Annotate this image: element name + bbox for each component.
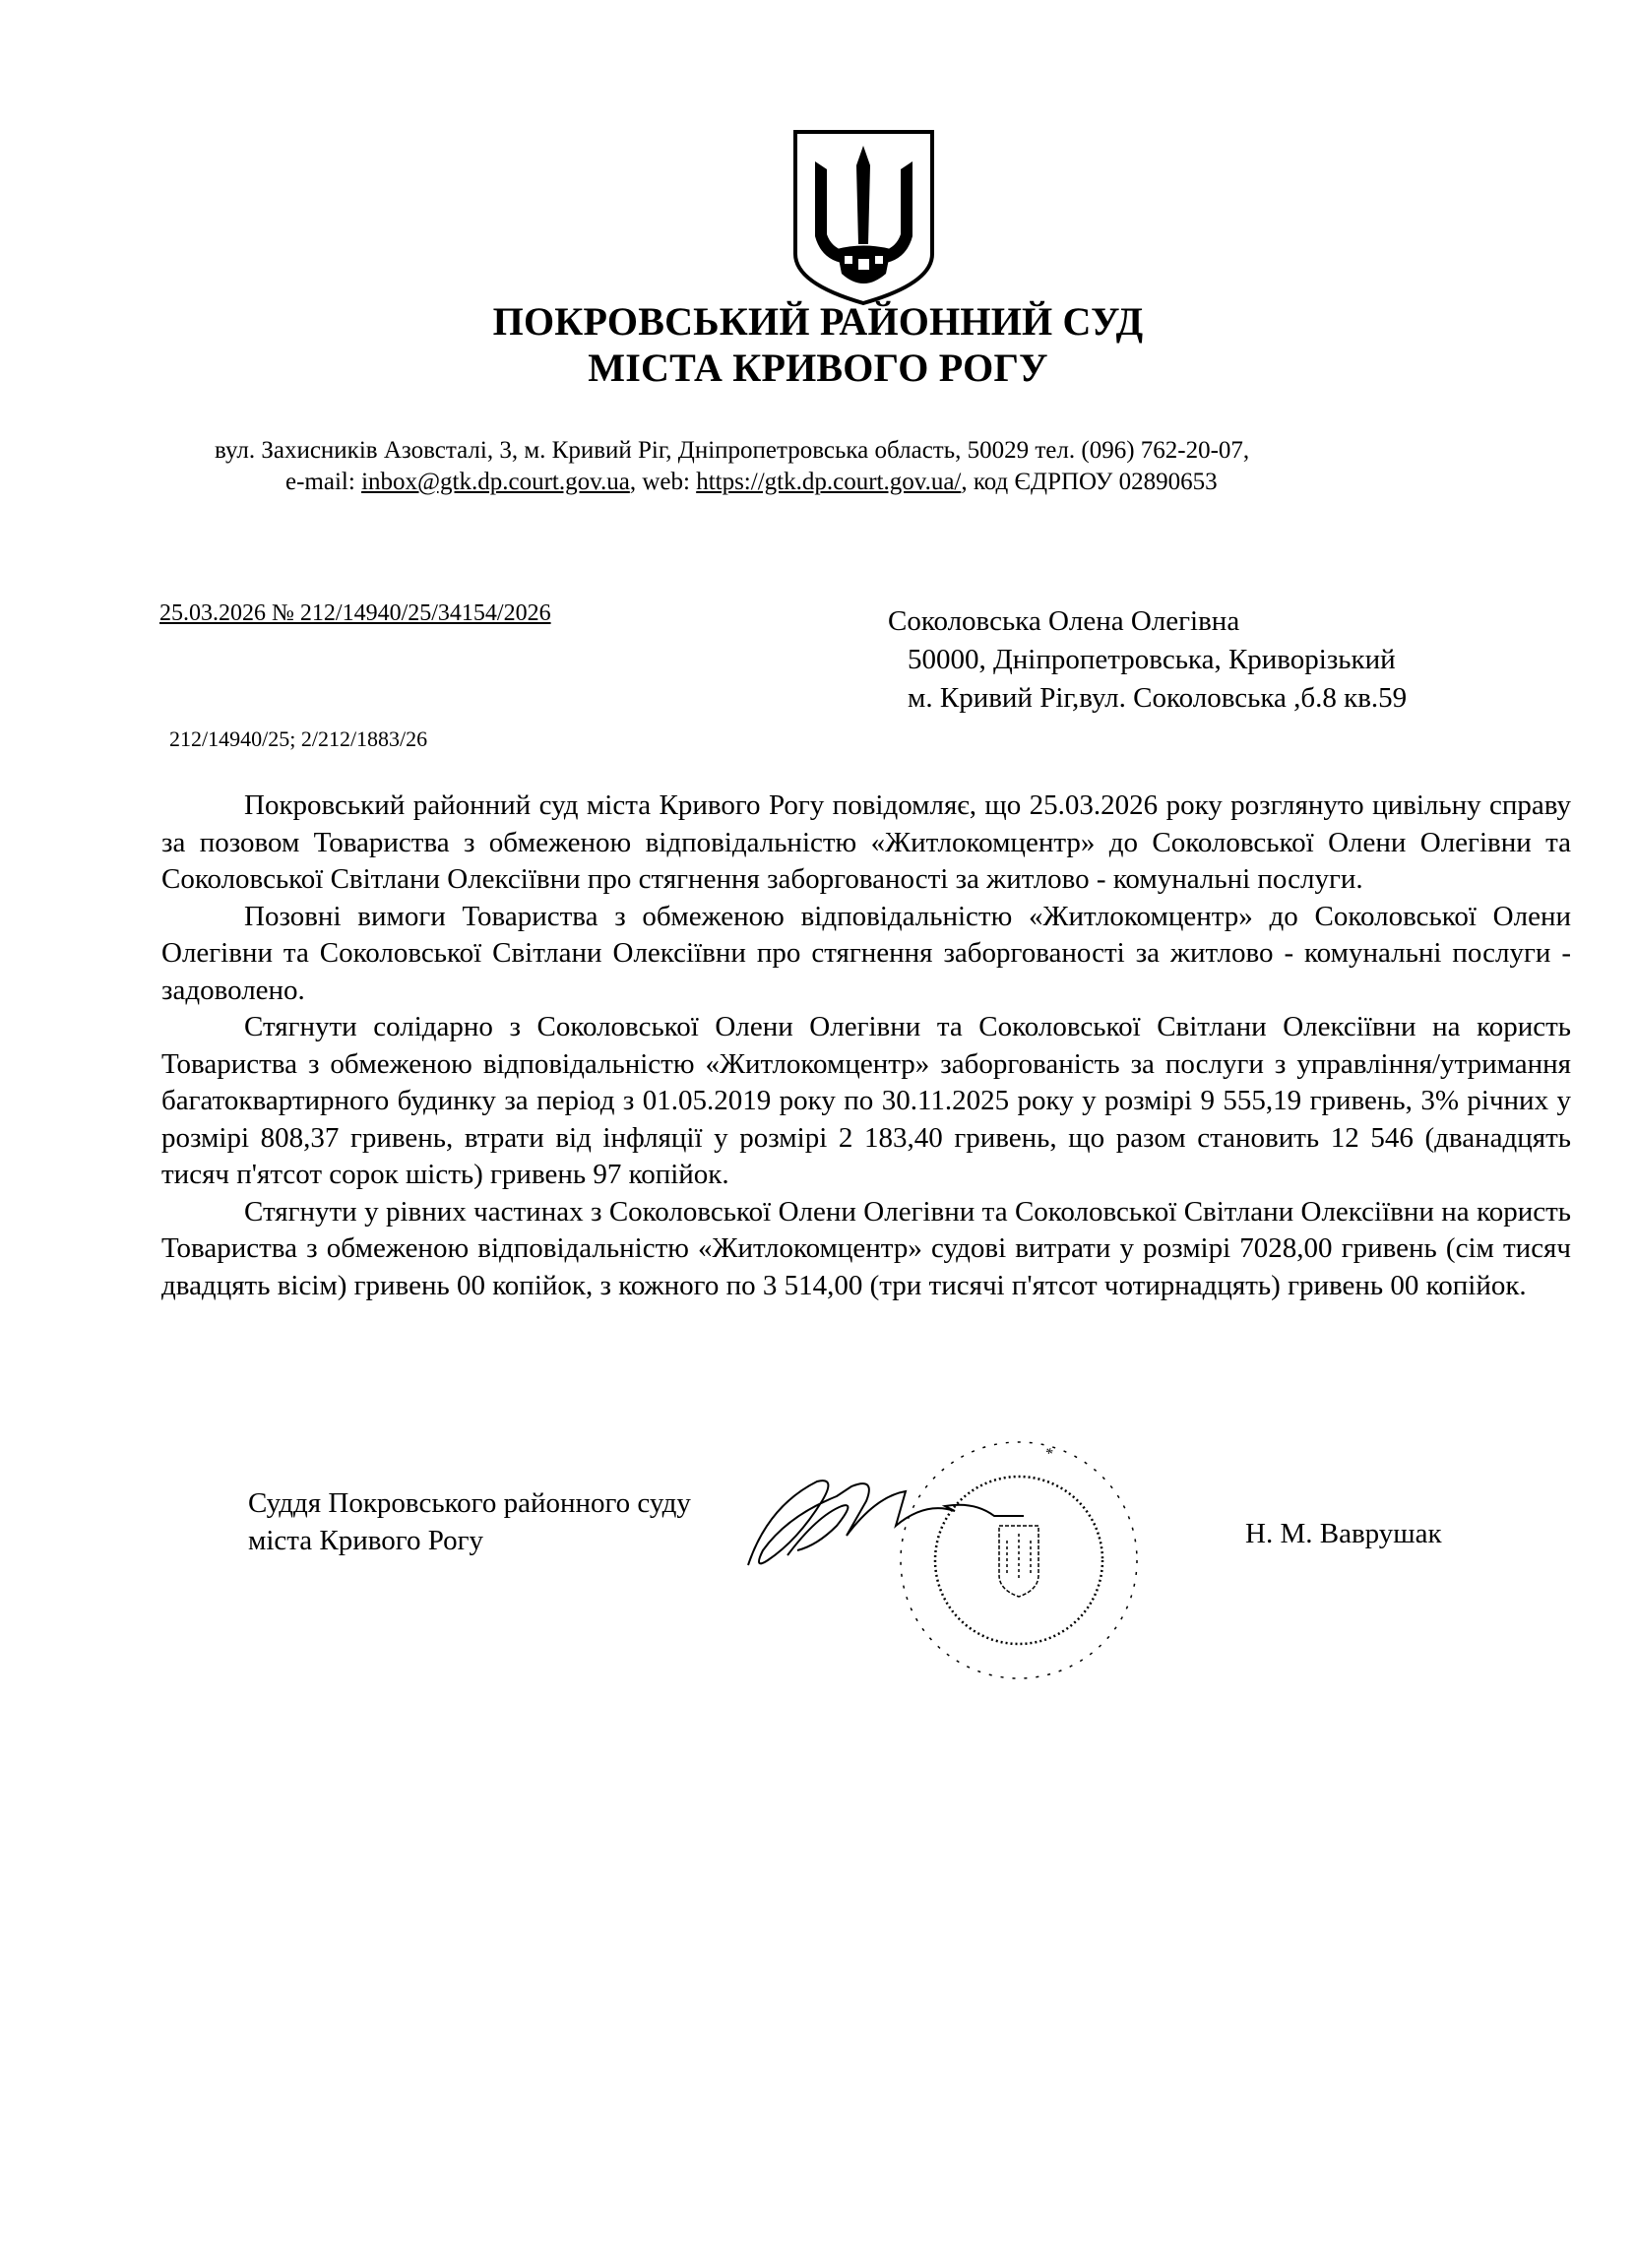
handwritten-signature-icon — [728, 1444, 1122, 1595]
case-numbers: 212/14940/25; 2/212/1883/26 — [169, 726, 428, 751]
court-contacts — [0, 467, 1636, 498]
email-link[interactable]: inbox@gtk.dp.court.gov.ua — [361, 469, 630, 495]
judge-title-line1: Суддя Покровського районного суду — [248, 1487, 691, 1519]
svg-text:*: * — [1041, 1444, 1055, 1464]
recipient-address-line2: м. Кривий Ріг,вул. Соколовська ,б.8 кв.59 — [908, 682, 1408, 714]
judge-title-line2: міста Кривого Рогу — [248, 1525, 484, 1556]
body-paragraph: Стягнути солідарно з Соколовської Олени Олегівни та Соколовської Світлани Олексіївни на користь Товариства з обмеженою відповідальністю «Житлокомцентр» заборгованість за послуги з управління/утримання багатоквартирного будинку за період з 01.05.2019 року по 30.11.2025 року у розмірі 9 555,19 гривень, 3% річних у розмірі 808,37 гривень, втрати від інфляції у розмірі 2 183,40 гривень, що разом становить 12 546 (дванадцять тисяч п'ятсот сорок шість) гривень 97 копійок. — [161, 1011, 1571, 1190]
court-name-line1: ПОКРОВСЬКИЙ РАЙОННИЙ СУД — [492, 299, 1144, 344]
email-label: e-mail: — [285, 469, 362, 495]
body-paragraph: Позовні вимоги Товариства з обмеженою відповідальністю «Житлокомцентр» до Соколовської Олени Олегівни та Соколовської Світлани Олексіївни про стягнення заборгованості за житлово - комунальні послуги - задоволено. — [161, 900, 1571, 1006]
letter-body — [161, 788, 1571, 1304]
edrpou-code: , код ЄДРПОУ 02890653 — [961, 469, 1218, 495]
recipient-address-line1: 50000, Дніпропетровська, Криворізький — [908, 644, 1396, 675]
web-link[interactable]: https://gtk.dp.court.gov.ua/ — [696, 469, 962, 495]
judge-name: Н. М. Ваврушак — [1245, 1518, 1442, 1549]
court-name-line2: МІСТА КРИВОГО РОГУ — [588, 346, 1048, 390]
document-date-number: 25.03.2026 № 212/14940/25/34154/2026 — [159, 600, 551, 626]
body-paragraph: Покровський районний суд міста Кривого Рогу повідомляє, що 25.03.2026 року розглянуто цивільну справу за позовом Товариства з обмеженою відповідальністю «Житлокомцентр» до Соколовської Олени Олегівни та Соколовської Світлани Олексіївни про стягнення заборгованості за житлово - комунальні послуги. — [161, 789, 1571, 895]
court-address: вул. Захисників Азовсталі, 3, м. Кривий Ріг, Дніпропетровська область, 50029 тел. (096) 762-20-07, — [215, 437, 1250, 464]
body-paragraph: Стягнути у рівних частинах з Соколовської Олени Олегівни та Соколовської Світлани Олексіївни на користь Товариства з обмеженою відповідальністю «Житлокомцентр» судові витрати у розмірі 7028,00 гривень (сім тисяч двадцять вісім) гривень 00 копійок, з кожного по 3 514,00 (три тисячі п'ятсот чотирнадцять) гривень 00 копійок. — [161, 1195, 1571, 1301]
coat-of-arms-icon — [787, 126, 940, 308]
web-label: , web: — [629, 469, 697, 495]
recipient-name: Соколовська Олена Олегівна — [888, 605, 1240, 637]
